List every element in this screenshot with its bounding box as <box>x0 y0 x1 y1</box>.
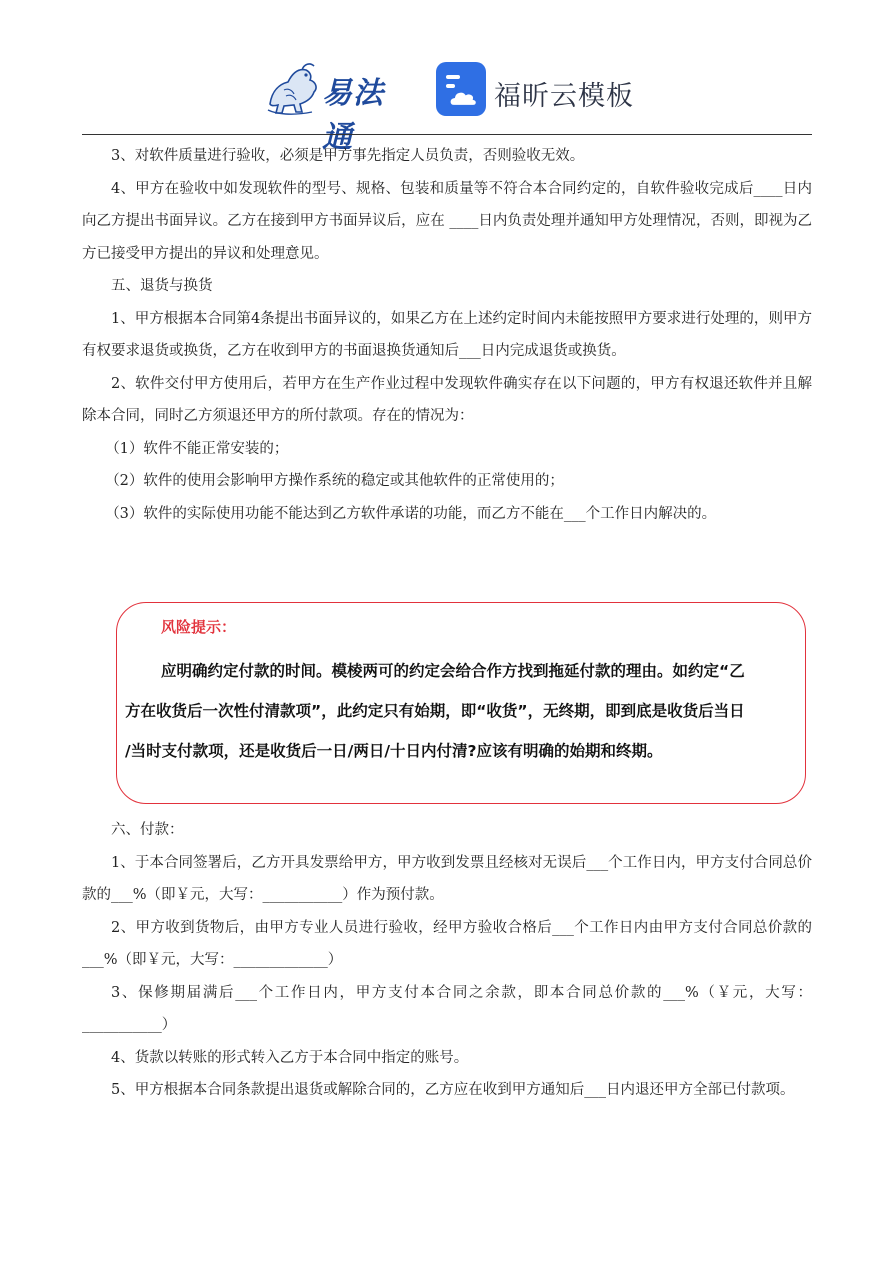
yifatong-logo-text: 易法通 <box>322 76 384 155</box>
risk-warning-box <box>116 602 806 804</box>
section-heading: 五、退货与换货 <box>111 278 213 294</box>
clause-paragraph: 2、甲方收到货物后，由甲方专业人员进行验收，经甲方验收合格后___个工作日内由甲方支付合同总价款的___%（即￥元，大写：_____________） <box>82 919 812 968</box>
clause-paragraph: 5、甲方根据本合同条款提出退货或解除合同的，乙方应在收到甲方通知后___日内退还甲方全部已付款项。 <box>111 1082 795 1098</box>
risk-warning-title: 风险提示： <box>161 618 237 636</box>
qilin-icon <box>262 60 324 116</box>
clause-paragraph: 1、于本合同签署后，乙方开具发票给甲方，甲方收到发票且经核对无误后___个工作日内，甲方支付合同总价款的___%（即￥元，大写：___________）作为预付款。 <box>82 854 812 903</box>
risk-warning-text <box>117 651 807 771</box>
list-item: （1）软件不能正常安装的； <box>105 440 289 457</box>
clause-paragraph: 1、甲方根据本合同第4条提出书面异议的，如果乙方在上述约定时间内未能按照甲方要求进行处理的，则甲方有权要求退货或换货，乙方在收到甲方的书面退换货通知后___日内完成退货或换货。 <box>82 310 812 359</box>
header-divider <box>82 134 812 135</box>
clause-paragraph: 4、货款以转账的形式转入乙方于本合同中指定的账号。 <box>111 1049 469 1066</box>
clause-paragraph: 2、软件交付甲方使用后，若甲方在生产作业过程中发现软件确实存在以下问题的，甲方有权退还软件并且解除本合同，同时乙方须退还甲方的所付款项。存在的情况为： <box>82 375 812 424</box>
section-heading: 六、付款： <box>111 822 184 838</box>
list-item: （3）软件的实际使用功能不能达到乙方软件承诺的功能，而乙方不能在___个工作日内解决的。 <box>105 505 717 522</box>
page-header <box>0 58 893 155</box>
document-body <box>82 140 812 1107</box>
foxit-template-logo <box>436 62 656 118</box>
risk-warning-line: 应明确约定付款的时间。模棱两可的约定会给合作方找到拖延付款的理由。如约定“乙 <box>161 662 745 680</box>
clause-paragraph: 4、甲方在验收中如发现软件的型号、规格、包装和质量等不符合本合同约定的，自软件验收完成后____日内向乙方提出书面异议。乙方在接到甲方书面异议后，应在 ____日内负责处理并通知甲方处理情况，否则，即视为乙方已接受甲方提出的异议和处理意见。 <box>82 180 812 262</box>
yifatong-logo <box>262 60 412 155</box>
risk-warning-line: 方在收货后一次性付清款项”，此约定只有始期，即“收货”，无终期，即到底是收货后当日 <box>125 702 745 720</box>
foxit-template-logo-text: 福昕云模板 <box>494 81 634 112</box>
clause-paragraph: 3、保修期届满后___个工作日内，甲方支付本合同之余款，即本合同总价款的___%（￥元，大写：___________） <box>82 984 812 1033</box>
risk-warning-line: /当时支付款项，还是收货后一日/两日/十日内付清?应该有明确的始期和终期。 <box>125 742 663 760</box>
cloud-document-icon <box>436 62 486 116</box>
clause-paragraph: 3、对软件质量进行验收，必须是甲方事先指定人员负责，否则验收无效。 <box>111 148 585 164</box>
list-item: （2）软件的使用会影响甲方操作系统的稳定或其他软件的正常使用的； <box>105 473 564 489</box>
